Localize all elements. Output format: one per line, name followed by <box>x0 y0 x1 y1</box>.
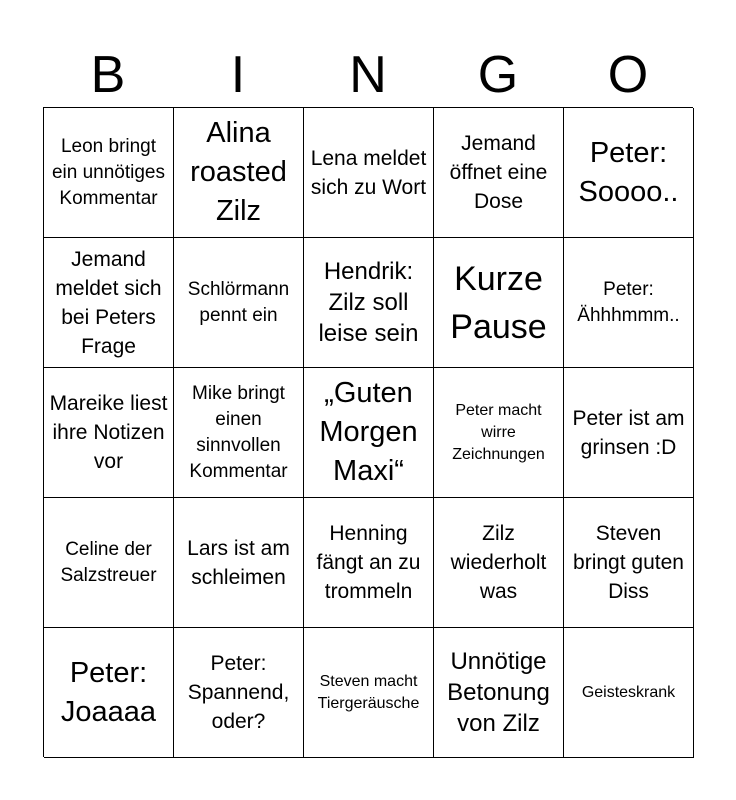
bingo-cell[interactable] <box>304 498 434 628</box>
bingo-cell-text: Celine der Salzstreuer <box>60 538 157 586</box>
bingo-cell[interactable] <box>44 628 174 758</box>
bingo-cell[interactable] <box>564 368 694 498</box>
bingo-cell-text: Mike bringt einen sinnvollen Kommentar <box>189 382 288 482</box>
header-letter-o: O <box>607 46 649 104</box>
bingo-cell-text: Schlörmann pennt ein <box>187 278 290 326</box>
header-letter-n: N <box>349 46 387 104</box>
bingo-cell-text: Lena meldet sich zu Wort <box>310 146 427 199</box>
header-letter-b: B <box>90 46 126 104</box>
bingo-cell[interactable] <box>434 628 564 758</box>
bingo-header <box>43 44 693 106</box>
bingo-cell-text: Lars ist am schleimen <box>187 536 290 589</box>
bingo-cell[interactable] <box>304 368 434 498</box>
bingo-cell[interactable] <box>434 498 564 628</box>
bingo-cell-text: Geisteskrank <box>581 683 676 701</box>
bingo-cell-text: Peter macht wirre Zeichnungen <box>452 401 545 463</box>
bingo-cell[interactable] <box>174 108 304 238</box>
header-letter-i: I <box>230 46 246 104</box>
bingo-cell-text: Peter: Spannend, oder? <box>187 652 290 733</box>
bingo-cell-text: „Guten Morgen Maxi“ <box>319 377 418 487</box>
bingo-cell[interactable] <box>564 238 694 368</box>
bingo-cell-text: Peter: Joaaaa <box>60 656 157 728</box>
bingo-cell-text: Peter: Ähhhmmm.. <box>577 278 680 326</box>
bingo-cell[interactable] <box>44 108 174 238</box>
bingo-cell-text: Peter ist am grinsen :D <box>572 406 685 459</box>
bingo-cell-text: Henning fängt an zu trommeln <box>316 522 421 603</box>
bingo-cell[interactable] <box>304 238 434 368</box>
bingo-cell[interactable] <box>304 628 434 758</box>
bingo-cell[interactable] <box>44 368 174 498</box>
bingo-cell-text: Unnötige Betonung von Zilz <box>447 648 550 737</box>
bingo-cell-text: Steven macht Tiergeräusche <box>317 672 420 712</box>
bingo-cell[interactable] <box>434 108 564 238</box>
bingo-cell[interactable] <box>174 498 304 628</box>
header-letter-g: G <box>477 46 519 104</box>
bingo-cell[interactable] <box>564 108 694 238</box>
bingo-cell-text: Leon bringt ein unnötiges Kommentar <box>51 135 166 209</box>
bingo-cell[interactable] <box>434 368 564 498</box>
bingo-cell[interactable] <box>564 628 694 758</box>
bingo-cell[interactable] <box>174 628 304 758</box>
bingo-cell-text: Jemand öffnet eine Dose <box>449 132 548 213</box>
bingo-cell[interactable] <box>174 238 304 368</box>
bingo-cell[interactable] <box>44 498 174 628</box>
bingo-cell-text: Steven bringt guten Diss <box>573 522 684 603</box>
bingo-cell[interactable] <box>564 498 694 628</box>
bingo-cell[interactable] <box>434 238 564 368</box>
bingo-cell-text: Alina roasted Zilz <box>190 117 287 227</box>
bingo-cell[interactable] <box>304 108 434 238</box>
bingo-cell[interactable] <box>44 238 174 368</box>
bingo-cell-text: Jemand meldet sich bei Peters Frage <box>55 247 162 358</box>
bingo-cell-text: Zilz wiederholt was <box>450 522 547 603</box>
bingo-cell-text: Peter: Soooo.. <box>578 136 679 208</box>
bingo-cell-text: Kurze Pause <box>450 259 547 346</box>
bingo-cell-text: Mareike liest ihre Notizen vor <box>49 392 168 473</box>
bingo-cell-text: Hendrik: Zilz soll leise sein <box>318 258 419 347</box>
bingo-card-grid <box>43 107 693 757</box>
bingo-cell[interactable] <box>174 368 304 498</box>
